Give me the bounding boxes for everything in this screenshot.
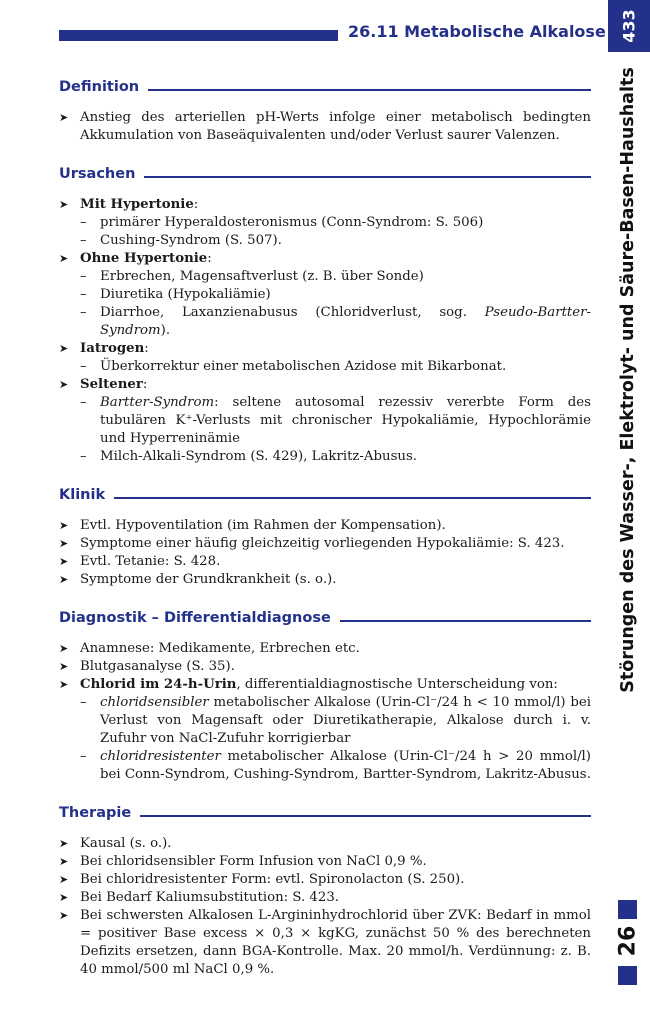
- section-ursachen: [59, 163, 591, 466]
- bullet-arrow-icon: ➤: [59, 198, 69, 211]
- chapter-number-text: 26: [615, 925, 641, 957]
- list-item: [59, 196, 591, 214]
- page-content: [59, 76, 591, 997]
- bullet-arrow-icon: ➤: [59, 519, 69, 532]
- section-rule: [144, 176, 591, 178]
- list-item: [59, 517, 591, 535]
- sub-item: [59, 268, 591, 286]
- item-colon: :: [144, 341, 149, 356]
- bullet-arrow-icon: ➤: [59, 660, 69, 673]
- dash-marker: –: [80, 269, 87, 284]
- item-text: Blutgasanalyse (S. 35).: [80, 659, 235, 674]
- list-item: [59, 109, 591, 145]
- section-therapie: [59, 802, 591, 979]
- item-colon: :: [207, 251, 212, 266]
- dash-marker: –: [80, 359, 87, 374]
- item-text: Symptome der Grundkrankheit (s. o.).: [80, 572, 337, 587]
- list-item: [59, 376, 591, 394]
- header-bar: [59, 30, 338, 41]
- item-text: : seltene autosomal rezessiv vererbte Form des tubulären K⁺-Verlusts mit chronischer Hypokaliämie, Hypochlorämie und Hyperreninämie: [100, 395, 591, 446]
- list-item: [59, 853, 591, 871]
- dash-marker: –: [80, 287, 87, 302]
- list-item: [59, 676, 591, 694]
- item-italic: Bartter-Syndrom: [100, 395, 215, 410]
- item-text: Symptome einer häufig gleichzeitig vorliegenden Hypokaliämie: S. 423.: [80, 536, 565, 551]
- item-colon: :: [142, 377, 148, 392]
- item-text: Evtl. Tetanie: S. 428.: [80, 554, 221, 569]
- list-item: [59, 907, 591, 979]
- bullet-arrow-icon: ➤: [59, 378, 69, 391]
- item-italic: Pseudo-Bartter-Syndrom: [100, 305, 591, 338]
- bullet-arrow-icon: ➤: [59, 342, 69, 355]
- page-number: 433: [619, 9, 639, 43]
- sub-item: [59, 694, 591, 748]
- section-definition: [59, 76, 591, 145]
- item-label: Seltener: [80, 377, 143, 392]
- item-text: Bei chloridsensibler Form Infusion von NaCl 0,9 %.: [80, 854, 427, 869]
- section-header: [59, 607, 591, 629]
- sub-item: [59, 214, 591, 232]
- sub-item: [59, 448, 591, 466]
- item-text: Erbrechen, Magensaftverlust (z. B. über Sonde): [100, 269, 424, 284]
- section-header: [59, 76, 591, 98]
- list-item: [59, 889, 591, 907]
- item-text: Kausal (s. o.).: [80, 836, 172, 851]
- bullet-arrow-icon: ➤: [59, 555, 69, 568]
- list-item: [59, 835, 591, 853]
- sub-item: [59, 304, 591, 340]
- section-title: Ursachen: [59, 166, 136, 182]
- item-label: Chlorid im 24-h-Urin: [80, 677, 237, 692]
- item-text: Überkorrektur einer metabolischen Azidose mit Bikarbonat.: [100, 359, 507, 374]
- section-rule: [114, 497, 591, 499]
- list-item: [59, 553, 591, 571]
- dash-marker: –: [80, 233, 87, 248]
- item-text: Anamnese: Medikamente, Erbrechen etc.: [80, 641, 360, 656]
- list-item: [59, 250, 591, 268]
- list-item: [59, 871, 591, 889]
- item-text: Bei schwersten Alkalosen L-Argininhydrochlorid über ZVK: Bedarf in mmol = positiver Base excess × 0,3 × kgKG, zunächst 50 % des berechneten Defizits ersetzen, dann BGA-Kontrolle. Max. 20 mmol/h. Verdünnung: z. B. 40 mmol/500 ml NaCl 0,9 %.: [80, 908, 591, 977]
- chapter-heading: 26.11 Metabolische Alkalose: [348, 22, 606, 41]
- section-header: [59, 163, 591, 185]
- bullet-arrow-icon: ➤: [59, 909, 69, 922]
- bullet-arrow-icon: ➤: [59, 252, 69, 265]
- item-italic: chloridresistenter: [100, 749, 221, 764]
- section-title: Diagnostik – Differentialdiagnose: [59, 610, 331, 626]
- item-text: Milch-Alkali-Syndrom (S. 429), Lakritz-Abusus.: [100, 449, 418, 464]
- dash-marker: –: [80, 305, 87, 320]
- section-rule: [140, 815, 591, 817]
- item-text-end: ).: [160, 323, 171, 338]
- bullet-arrow-icon: ➤: [59, 837, 69, 850]
- dash-marker: –: [80, 749, 87, 764]
- item-label: Ohne Hypertonie: [80, 251, 208, 266]
- item-text: , differentialdiagnostische Unterscheidung von:: [236, 677, 558, 692]
- sub-item: [59, 358, 591, 376]
- section-title: Klinik: [59, 487, 106, 503]
- section-title: Therapie: [59, 805, 132, 821]
- item-label: Mit Hypertonie: [80, 197, 194, 212]
- list-item: [59, 535, 591, 553]
- dash-marker: –: [80, 395, 87, 410]
- dash-marker: –: [80, 215, 87, 230]
- sub-item: [59, 286, 591, 304]
- item-text: metabolischer Alkalose (Urin-Cl⁻/24 h > 20 mmol/l) bei Conn-Syndrom, Cushing-Syndrom, Bartter-Syndrom, Lakritz-Abusus.: [100, 749, 591, 782]
- item-text: Cushing-Syndrom (S. 507).: [100, 233, 282, 248]
- item-text: Bei Bedarf Kaliumsubstitution: S. 423.: [80, 890, 340, 905]
- item-text: Anstieg des arteriellen pH-Werts infolge einer metabolisch bedingten Akkumulation von Baseäquivalenten und/oder Verlust saurer Valenzen.: [80, 110, 591, 143]
- sub-item: [59, 748, 591, 784]
- item-text: Evtl. Hypoventilation (im Rahmen der Kompensation).: [80, 518, 446, 533]
- sub-item: [59, 232, 591, 250]
- list-item: [59, 640, 591, 658]
- section-klinik: [59, 484, 591, 589]
- item-label: Iatrogen: [80, 341, 145, 356]
- item-text: primärer Hyperaldosteronismus (Conn-Syndrom: S. 506): [100, 215, 484, 230]
- item-italic: chloridsensibler: [100, 695, 209, 710]
- section-header: [59, 802, 591, 824]
- item-colon: :: [193, 197, 199, 212]
- section-header: [59, 484, 591, 506]
- bullet-arrow-icon: ➤: [59, 891, 69, 904]
- section-diagnostik: [59, 607, 591, 784]
- list-item: [59, 658, 591, 676]
- list-item: [59, 571, 591, 589]
- bullet-arrow-icon: ➤: [59, 642, 69, 655]
- item-text: Diarrhoe, Laxanzienabusus (Chloridverlust, sog.: [100, 305, 485, 320]
- marker-square: [618, 900, 637, 919]
- dash-marker: –: [80, 695, 87, 710]
- bullet-arrow-icon: ➤: [59, 873, 69, 886]
- sub-item: [59, 394, 591, 448]
- section-rule: [340, 620, 591, 622]
- side-title-text: Störungen des Wasser-, Elektrolyt- und Säure-Basen-Haushalts: [618, 67, 638, 693]
- item-text: Bei chloridresistenter Form: evtl. Spironolacton (S. 250).: [80, 872, 465, 887]
- list-item: [59, 340, 591, 358]
- item-text: metabolischer Alkalose (Urin-Cl⁻/24 h < 10 mmol/l) bei Verlust von Magensaft oder Diuretikatherapie, Alkalose durch i. v. Zufuhr von NaCl-Zufuhr korrigierbar: [100, 695, 591, 746]
- section-title: Definition: [59, 79, 140, 95]
- section-rule: [148, 89, 591, 91]
- bullet-arrow-icon: ➤: [59, 573, 69, 586]
- item-text: Diuretika (Hypokaliämie): [100, 287, 271, 302]
- marker-square: [618, 966, 637, 985]
- bullet-arrow-icon: ➤: [59, 537, 69, 550]
- dash-marker: –: [80, 449, 87, 464]
- page-number-tab: [608, 0, 650, 52]
- bullet-arrow-icon: ➤: [59, 855, 69, 868]
- bullet-arrow-icon: ➤: [59, 111, 69, 124]
- bullet-arrow-icon: ➤: [59, 678, 69, 691]
